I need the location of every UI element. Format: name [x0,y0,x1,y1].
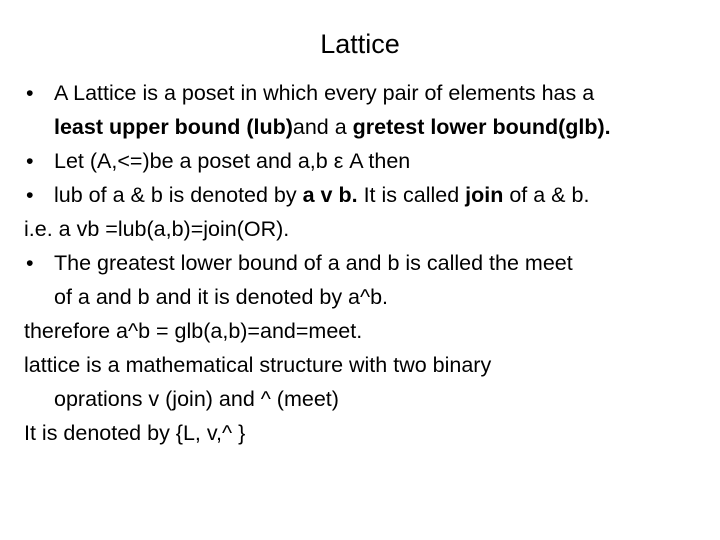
text-line-therefore: therefore a^b = glb(a,b)=and=meet. [24,319,363,343]
slide-title: Lattice [320,29,400,59]
text-line-ie: i.e. a vb =lub(a,b)=join(OR). [24,217,290,241]
text-span: It is called [357,183,466,207]
bold-text: least upper bound (lub) [54,115,293,139]
continuation-line: of a and b and it is denoted by a^b. [54,285,389,309]
continuation-line: oprations v (join) and ^ (meet) [54,387,339,411]
text-span: and a [292,115,353,139]
bullet-icon: • [26,183,34,207]
text-line-lattice: lattice is a mathematical structure with two binary [24,353,492,377]
continuation-line [24,110,704,144]
bullet-item-definition [24,76,704,110]
text-span: of a & b. [503,183,590,207]
bullet-item-glb [24,246,704,280]
text-line: Let (A,<=)be a poset and a,b ε A then [54,149,411,173]
bold-text: join [465,183,504,207]
text-span: lub of a & b is denoted by [54,183,303,207]
bold-text: a v b. [302,183,358,207]
text-line-denoted: It is denoted by {L, v,^ } [24,421,246,445]
bullet-item-poset [24,144,704,178]
bullet-icon: • [26,81,34,105]
bullet-icon: • [26,149,34,173]
bold-text: gretest lower bound(glb). [352,115,611,139]
text-line: The greatest lower bound of a and b is called the meet [54,251,573,275]
bullet-icon: • [26,251,34,275]
text-line: A Lattice is a poset in which every pair of elements has a [54,81,595,105]
bullet-item-lub [24,178,704,212]
slide-body [24,76,704,450]
